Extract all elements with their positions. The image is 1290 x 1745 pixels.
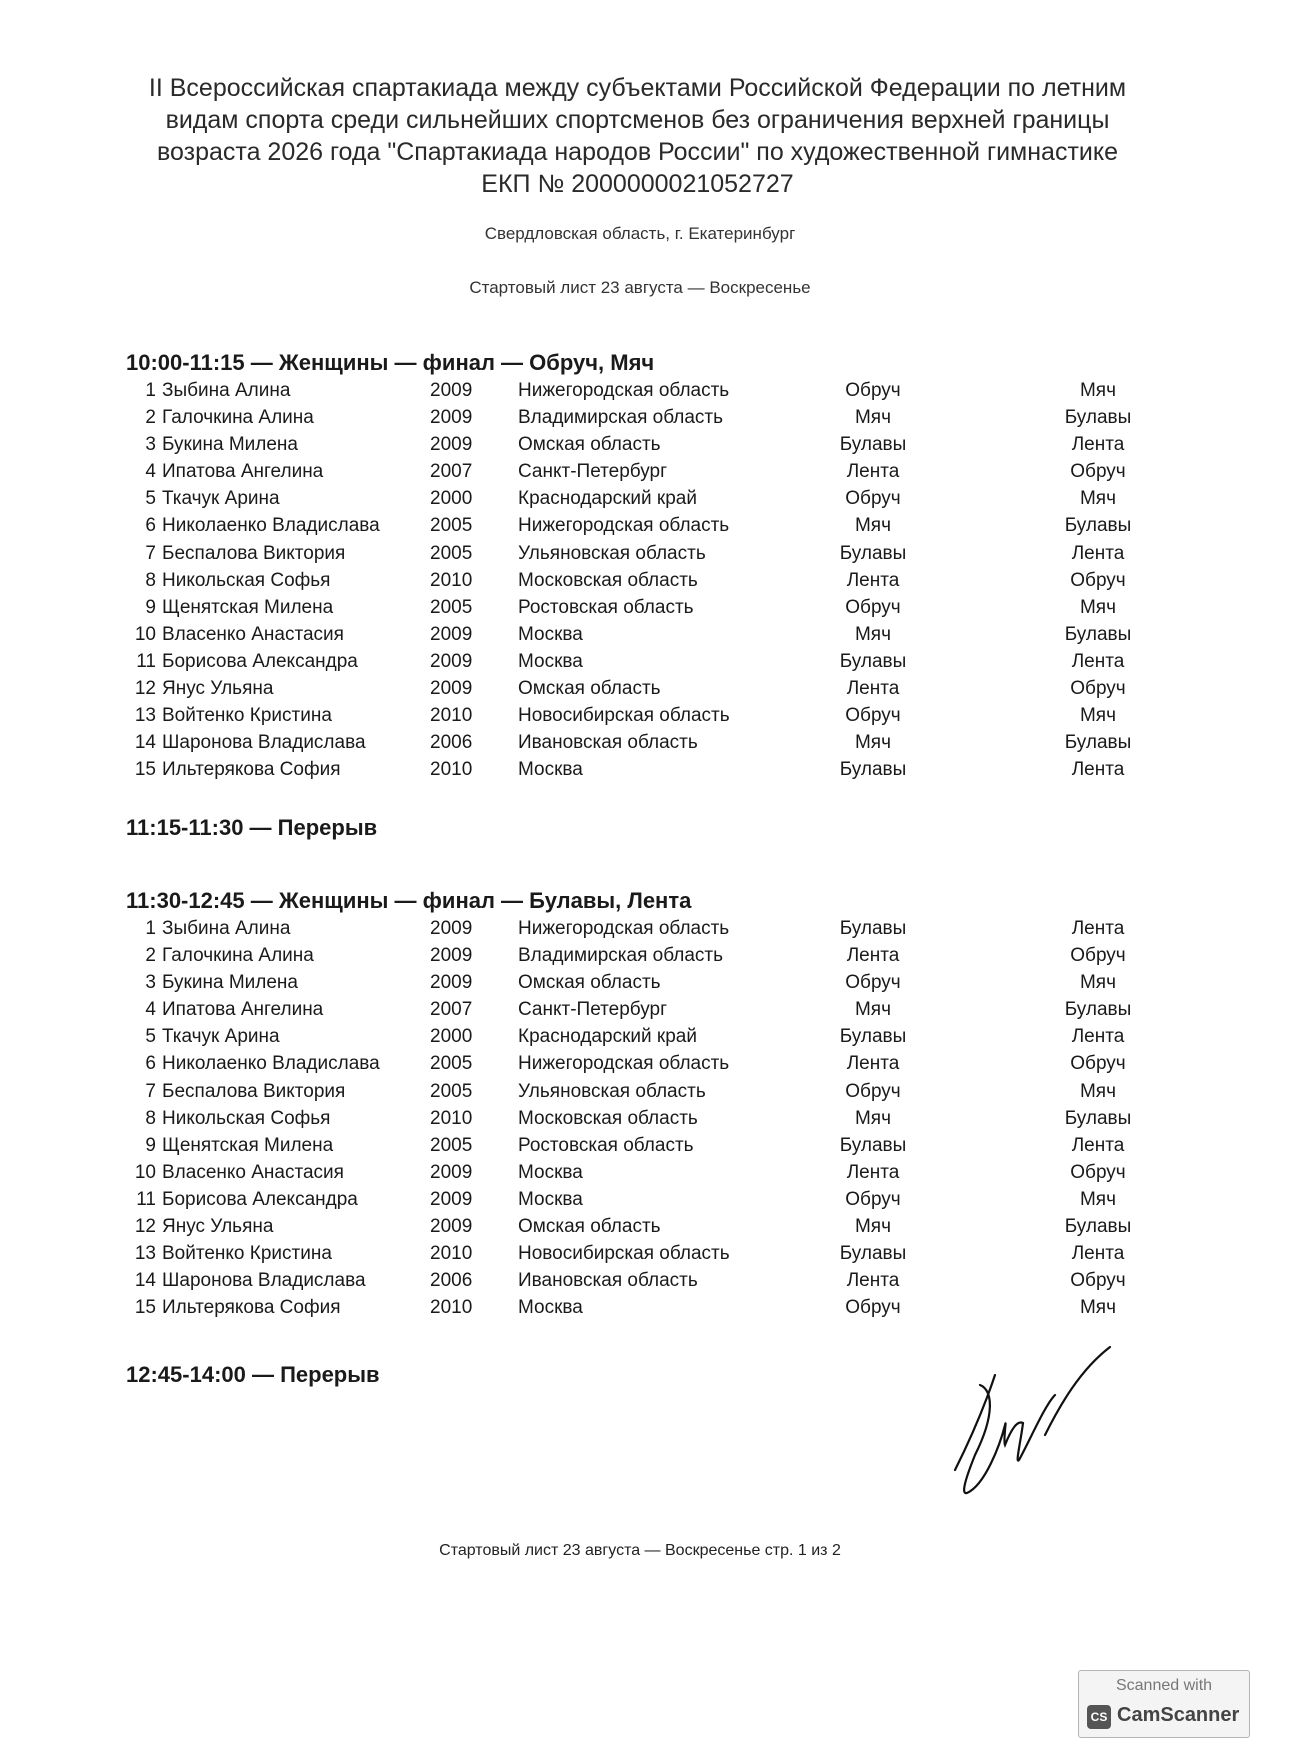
athlete-name: Щенятская Милена [162, 1134, 334, 1156]
table-row [128, 543, 1128, 570]
apparatus-second: Обруч [1070, 678, 1126, 700]
birth-year: 2010 [430, 1243, 473, 1265]
athlete-number: 5 [145, 1026, 156, 1048]
apparatus-second: Булавы [1064, 515, 1132, 537]
apparatus-second: Булавы [1064, 407, 1132, 429]
birth-year: 2010 [430, 759, 473, 781]
region-name: Омская область [518, 972, 661, 994]
apparatus-first: Булавы [839, 434, 907, 456]
athlete-number: 1 [145, 918, 156, 939]
athlete-number: 1 [145, 380, 156, 401]
apparatus-second: Мяч [1079, 1080, 1116, 1102]
region-name: Ивановская область [518, 1270, 698, 1292]
apparatus-second: Обруч [1070, 569, 1126, 591]
apparatus-second: Мяч [1079, 705, 1116, 727]
athlete-name: Букина Милена [162, 972, 298, 994]
athlete-number: 11 [136, 1188, 156, 1210]
region-name: Москва [518, 1188, 583, 1210]
athlete-number: 3 [145, 434, 156, 456]
region-name: Московская область [518, 569, 698, 591]
athlete-name: Щенятская Милена [162, 596, 334, 618]
region-name: Краснодарский край [518, 488, 697, 510]
region-name: Москва [518, 650, 583, 672]
birth-year: 2009 [430, 945, 473, 967]
athlete-number: 2 [145, 407, 156, 429]
region-name: Московская область [518, 1107, 698, 1129]
athlete-number: 8 [145, 1107, 156, 1129]
apparatus-second: Мяч [1079, 380, 1116, 401]
start-list-table [128, 380, 1132, 786]
title-line: ЕКП № 2000000021052727 [481, 170, 794, 198]
apparatus-second: Лента [1071, 542, 1125, 564]
table-row [128, 1162, 1128, 1189]
region-name: Омская область [518, 434, 661, 456]
table-row [128, 759, 1128, 786]
athlete-number: 14 [134, 732, 156, 754]
birth-year: 2005 [430, 515, 473, 537]
apparatus-second: Лента [1071, 434, 1125, 456]
signature [945, 1345, 1125, 1505]
athlete-number: 15 [134, 759, 156, 781]
camscanner-watermark [1078, 1670, 1250, 1738]
apparatus-second: Мяч [1079, 1188, 1116, 1210]
birth-year: 2010 [430, 569, 473, 591]
athlete-name: Галочкина Алина [162, 945, 314, 967]
table-row [128, 651, 1128, 678]
athlete-name: Ткачук Арина [162, 1026, 280, 1048]
birth-year: 2000 [430, 1026, 473, 1048]
table-row [128, 678, 1128, 705]
table-row [128, 1243, 1128, 1270]
table-row [128, 918, 1128, 945]
table-row [128, 1270, 1128, 1297]
table-row [128, 1081, 1128, 1108]
table-row [128, 461, 1128, 488]
apparatus-first: Лента [846, 1270, 900, 1292]
region-name: Санкт-Петербург [518, 999, 668, 1021]
document-title [100, 72, 1175, 200]
athlete-name: Зыбина Алина [162, 380, 291, 401]
athlete-number: 6 [145, 515, 156, 537]
athlete-name: Никольская Софья [162, 1107, 331, 1129]
region-name: Ульяновская область [518, 1080, 706, 1102]
athlete-number: 12 [134, 1216, 156, 1238]
athlete-number: 9 [145, 596, 156, 618]
table-row [128, 1026, 1128, 1053]
title-line: возраста 2026 года "Спартакиада народов России" по художественной гимнастике [157, 138, 1118, 166]
birth-year: 2010 [430, 1107, 473, 1129]
birth-year: 2005 [430, 1080, 473, 1102]
break-heading: 12:45-14:00 — Перерыв [126, 1362, 380, 1387]
apparatus-first: Обруч [845, 1080, 901, 1102]
birth-year: 2005 [430, 596, 473, 618]
apparatus-first: Обруч [845, 380, 901, 401]
region-name: Нижегородская область [518, 918, 730, 939]
table-row [128, 570, 1128, 597]
birth-year: 2009 [430, 1216, 473, 1238]
table-row [128, 999, 1132, 1026]
table-row [128, 1189, 1128, 1216]
apparatus-second: Мяч [1079, 488, 1116, 510]
athlete-number: 4 [145, 461, 156, 483]
birth-year: 2006 [430, 1270, 473, 1292]
athlete-name: Янус Ульяна [162, 1216, 274, 1238]
athlete-number: 9 [145, 1134, 156, 1156]
apparatus-second: Обруч [1070, 1161, 1126, 1183]
apparatus-second: Булавы [1064, 732, 1132, 754]
apparatus-second: Обруч [1070, 945, 1126, 967]
session-heading: 10:00-11:15 — Женщины — финал — Обруч, Мяч [126, 350, 655, 375]
birth-year: 2009 [430, 918, 473, 939]
birth-year: 2009 [430, 1188, 473, 1210]
table-row [128, 1107, 1132, 1135]
apparatus-second: Булавы [1064, 999, 1132, 1021]
apparatus-second: Лента [1071, 759, 1125, 781]
apparatus-first: Булавы [839, 542, 907, 564]
region-name: Ульяновская область [518, 542, 706, 564]
birth-year: 2006 [430, 732, 473, 754]
apparatus-first: Мяч [854, 623, 891, 645]
region-name: Нижегородская область [518, 515, 730, 537]
apparatus-first: Обруч [845, 1188, 901, 1210]
apparatus-second: Лента [1071, 1243, 1125, 1265]
apparatus-first: Мяч [854, 1216, 891, 1238]
apparatus-first: Лента [846, 1053, 900, 1075]
apparatus-first: Лента [846, 1161, 900, 1183]
athlete-number: 7 [145, 1080, 156, 1102]
apparatus-first: Булавы [839, 1134, 907, 1156]
athlete-number: 2 [145, 945, 156, 967]
athlete-name: Ипатова Ангелина [162, 461, 324, 483]
athlete-number: 7 [145, 542, 156, 564]
table-row [128, 623, 1132, 651]
title-line: видам спорта среди сильнейших спортсменов без ограничения верхней границы [165, 106, 1110, 134]
athlete-name: Беспалова Виктория [162, 542, 346, 564]
apparatus-first: Булавы [839, 1243, 907, 1265]
table-row [128, 1216, 1132, 1243]
birth-year: 2010 [430, 1297, 473, 1319]
athlete-name: Борисова Александра [162, 650, 358, 672]
birth-year: 2010 [430, 705, 473, 727]
birth-year: 2009 [430, 380, 473, 401]
birth-year: 2009 [430, 434, 473, 456]
apparatus-second: Лента [1071, 650, 1125, 672]
athlete-name: Шаронова Владислава [162, 732, 366, 754]
athlete-number: 11 [136, 650, 156, 672]
apparatus-second: Булавы [1064, 623, 1132, 645]
apparatus-first: Мяч [854, 999, 891, 1021]
athlete-number: 4 [145, 999, 156, 1021]
region-name: Нижегородская область [518, 380, 730, 401]
apparatus-first: Лента [846, 569, 900, 591]
region-name: Омская область [518, 678, 661, 700]
athlete-number: 6 [145, 1053, 156, 1075]
apparatus-second: Мяч [1079, 972, 1116, 994]
athlete-number: 10 [134, 1161, 156, 1183]
region-name: Новосибирская область [518, 705, 730, 727]
athlete-name: Власенко Анастасия [162, 1161, 344, 1183]
apparatus-first: Булавы [839, 650, 907, 672]
start-list-subtitle: Стартовый лист 23 августа — Воскресенье [469, 278, 811, 297]
apparatus-first: Мяч [854, 407, 891, 429]
athlete-number: 10 [134, 623, 156, 645]
region-name: Нижегородская область [518, 1053, 730, 1075]
apparatus-first: Булавы [839, 1026, 907, 1048]
table-row [128, 972, 1128, 999]
table-row [128, 732, 1132, 759]
apparatus-first: Мяч [854, 732, 891, 754]
apparatus-first: Лента [846, 678, 900, 700]
table-row [128, 434, 1128, 461]
apparatus-first: Мяч [854, 1107, 891, 1129]
athlete-name: Зыбина Алина [162, 918, 291, 939]
region-name: Москва [518, 623, 583, 645]
athlete-name: Войтенко Кристина [162, 705, 332, 727]
birth-year: 2009 [430, 678, 473, 700]
apparatus-first: Обруч [845, 972, 901, 994]
apparatus-first: Булавы [839, 918, 907, 939]
athlete-name: Николаенко Владислава [162, 515, 380, 537]
apparatus-first: Обруч [845, 1297, 901, 1319]
region-name: Ивановская область [518, 732, 698, 754]
page-footer: Стартовый лист 23 августа — Воскресенье стр. 1 из 2 [439, 1542, 841, 1559]
apparatus-second: Лента [1071, 918, 1125, 939]
region-name: Владимирская область [518, 945, 723, 967]
region-name: Ростовская область [518, 1134, 694, 1156]
birth-year: 2007 [430, 461, 473, 483]
table-row [128, 488, 1128, 515]
camscanner-logo-icon: CS [1087, 1705, 1111, 1729]
birth-year: 2009 [430, 623, 473, 645]
region-name: Москва [518, 1297, 583, 1319]
apparatus-first: Мяч [854, 515, 891, 537]
apparatus-first: Обруч [845, 488, 901, 510]
region-name: Новосибирская область [518, 1243, 730, 1265]
region-name: Москва [518, 1161, 583, 1183]
athlete-name: Никольская Софья [162, 569, 331, 591]
apparatus-first: Булавы [839, 759, 907, 781]
athlete-name: Ильтерякова София [162, 1297, 341, 1319]
athlete-name: Шаронова Владислава [162, 1270, 366, 1292]
athlete-number: 5 [145, 488, 156, 510]
table-row [128, 705, 1128, 732]
session-heading: 11:30-12:45 — Женщины — финал — Булавы, Лента [126, 888, 692, 913]
break-heading: 11:15-11:30 — Перерыв [126, 815, 378, 840]
apparatus-second: Обруч [1070, 1270, 1126, 1292]
birth-year: 2009 [430, 407, 473, 429]
athlete-name: Борисова Александра [162, 1188, 358, 1210]
watermark-brand: CamScanner [1117, 1704, 1240, 1726]
apparatus-first: Лента [846, 461, 900, 483]
athlete-name: Ткачук Арина [162, 488, 280, 510]
athlete-name: Ильтерякова София [162, 759, 341, 781]
apparatus-second: Обруч [1070, 1053, 1126, 1075]
birth-year: 2007 [430, 999, 473, 1021]
athlete-name: Николаенко Владислава [162, 1053, 380, 1075]
athlete-number: 15 [134, 1297, 156, 1319]
birth-year: 2005 [430, 1134, 473, 1156]
apparatus-first: Лента [846, 945, 900, 967]
table-row [128, 945, 1128, 972]
apparatus-second: Булавы [1064, 1216, 1132, 1238]
birth-year: 2005 [430, 1053, 473, 1075]
table-row [128, 1053, 1128, 1080]
region-name: Омская область [518, 1216, 661, 1238]
table-row [128, 515, 1132, 542]
apparatus-second: Лента [1071, 1026, 1125, 1048]
table-row [128, 597, 1128, 624]
apparatus-second: Обруч [1070, 461, 1126, 483]
table-row [128, 1297, 1128, 1324]
athlete-name: Букина Милена [162, 434, 298, 456]
event-location: Свердловская область, г. Екатеринбург [484, 224, 796, 243]
apparatus-second: Мяч [1079, 1297, 1116, 1319]
birth-year: 2009 [430, 972, 473, 994]
athlete-name: Власенко Анастасия [162, 623, 344, 645]
region-name: Москва [518, 759, 583, 781]
region-name: Ростовская область [518, 596, 694, 618]
athlete-number: 3 [145, 972, 156, 994]
athlete-name: Ипатова Ангелина [162, 999, 324, 1021]
athlete-number: 13 [134, 705, 156, 727]
apparatus-second: Лента [1071, 1134, 1125, 1156]
start-list-table [128, 918, 1132, 1324]
watermark-caption: Scanned with [1115, 1677, 1213, 1694]
region-name: Краснодарский край [518, 1026, 697, 1048]
table-row [128, 380, 1128, 407]
apparatus-first: Обруч [845, 596, 901, 618]
athlete-name: Янус Ульяна [162, 678, 274, 700]
athlete-number: 8 [145, 569, 156, 591]
region-name: Санкт-Петербург [518, 461, 668, 483]
region-name: Владимирская область [518, 407, 723, 429]
athlete-name: Войтенко Кристина [162, 1243, 332, 1265]
table-row [128, 407, 1132, 434]
athlete-name: Галочкина Алина [162, 407, 314, 429]
table-row [128, 1135, 1128, 1162]
title-line: II Всероссийская спартакиада между субъектами Российской Федерации по летним [148, 74, 1127, 102]
apparatus-second: Мяч [1079, 596, 1116, 618]
birth-year: 2009 [430, 650, 473, 672]
athlete-name: Беспалова Виктория [162, 1080, 346, 1102]
apparatus-first: Обруч [845, 705, 901, 727]
birth-year: 2005 [430, 542, 473, 564]
athlete-number: 14 [134, 1270, 156, 1292]
birth-year: 2000 [430, 488, 473, 510]
apparatus-second: Булавы [1064, 1107, 1132, 1129]
birth-year: 2009 [430, 1161, 473, 1183]
athlete-number: 12 [134, 678, 156, 700]
athlete-number: 13 [134, 1243, 156, 1265]
